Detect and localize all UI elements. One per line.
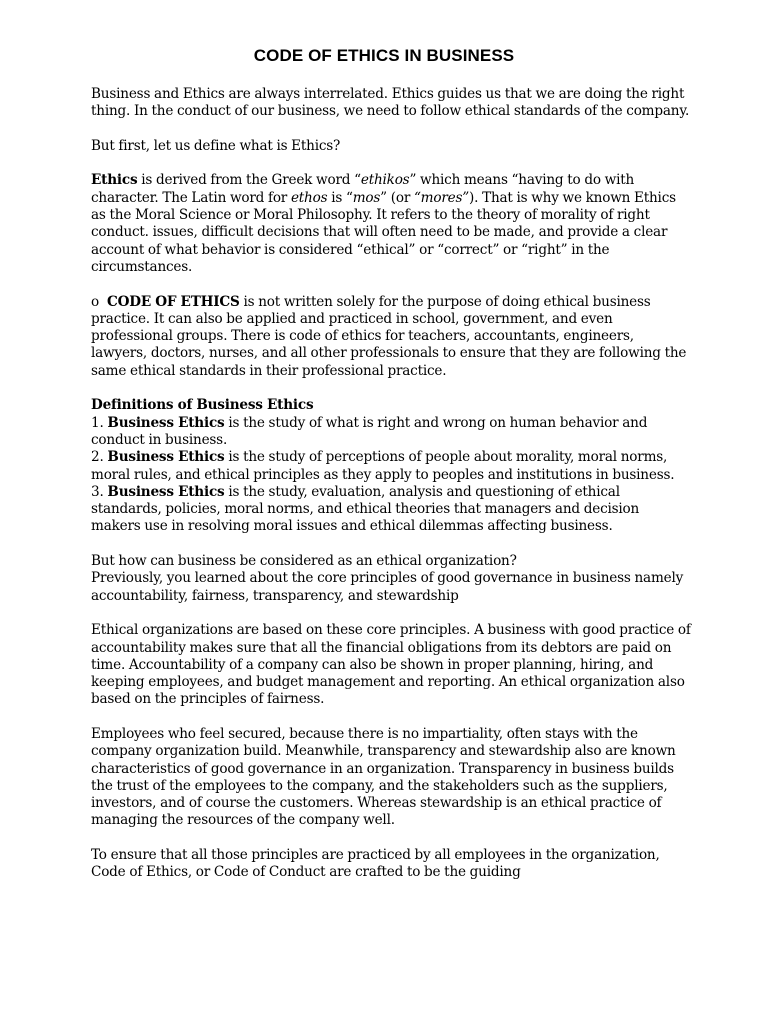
definition-number: 2. bbox=[91, 449, 108, 466]
ethical-organizations-paragraph: Ethical organizations are based on these core principles. A business with good practice of accountability makes sure that all the financial obligations from its debtors are paid on time. Accountability of a company can also be shown in proper planning, hiring, and keeping employees, and budget management and reporting. An ethical organization also based on the principles of fairness. bbox=[91, 622, 691, 708]
ethics-text-3: is “ bbox=[327, 189, 353, 206]
code-of-ethics-paragraph bbox=[91, 294, 691, 380]
definition-term: Business Ethics bbox=[107, 483, 225, 500]
ethos-word: ethos bbox=[290, 189, 328, 206]
definition-item-1 bbox=[91, 415, 691, 450]
definition-number: 3. bbox=[91, 483, 108, 500]
definition-text: is the study of what is right and wrong on human behavior and conduct in business. bbox=[91, 414, 648, 448]
definition-item-3 bbox=[91, 484, 691, 536]
ethical-organization-question: But how can business be considered as an ethical organization? bbox=[91, 553, 517, 570]
definition-term: Business Ethics bbox=[107, 449, 225, 466]
definitions-heading: Definitions of Business Ethics bbox=[91, 397, 314, 414]
ethics-term: Ethics bbox=[91, 172, 138, 189]
ethikos-word: ethikos bbox=[360, 172, 410, 189]
code-of-ethics-text: is not written solely for the purpose of doing ethical business practice. It can also be applied and practiced in school, government, and even professional groups. There is code of ethics for teachers, accountants, engineers, lawyers, doctors, nurses, and all other professionals to ensure that they are following the same ethical standards in their professional practice. bbox=[91, 293, 687, 379]
definition-item-2 bbox=[91, 449, 691, 484]
ethics-text-5: ). That is why we known Ethics as the Moral Science or Moral Philosophy. It refers to the theory of morality of right conduct. issues, difficult decisions that will often need to be made, and provide a clear account of what behavior is considered “ethical” or “correct” or “right” in the circumstances. bbox=[91, 189, 676, 275]
ethics-text-1: is derived from the Greek word “ bbox=[137, 172, 361, 189]
intro-paragraph: Business and Ethics are always interrelated. Ethics guides us that we are doing the right thing. In the conduct of our business, we need to follow ethical standards of the company. bbox=[91, 86, 690, 120]
mores-word: “mores” bbox=[413, 189, 470, 206]
employees-paragraph: Employees who feel secured, because there is no impartiality, often stays with the company organization build. Meanwhile, transparency and stewardship also are known characteristics of good governance in an organization. Transparency in business builds the trust of the employees to the company, and the stakeholders such as the suppliers, investors, and of course the customers. Whereas stewardship is an ethical practice of managing the resources of the company well. bbox=[91, 725, 676, 829]
definition-text: is the study, evaluation, analysis and questioning of ethical standards, policies, moral norms, and ethical theories that managers and decision makers use in resolving moral issues and ethical dilemmas affecting business. bbox=[91, 483, 640, 535]
bullet-marker: o bbox=[91, 293, 99, 310]
code-of-ethics-term: CODE OF ETHICS bbox=[106, 293, 240, 310]
previously-paragraph: Previously, you learned about the core principles of good governance in business namely accountability, fairness, transparency, and stewardship bbox=[91, 570, 684, 604]
definition-term: Business Ethics bbox=[107, 414, 225, 431]
mos-word: mos bbox=[352, 189, 381, 206]
document-title: CODE OF ETHICS IN BUSINESS bbox=[253, 46, 515, 65]
ethics-question: But first, let us define what is Ethics? bbox=[91, 137, 341, 154]
ethics-text-4: ” (or bbox=[380, 189, 414, 206]
definition-text: is the study of perceptions of people about morality, moral norms, moral rules, and ethical principles as they apply to peoples and institutions in business. bbox=[91, 449, 675, 483]
definition-number: 1. bbox=[91, 414, 108, 431]
ethics-text-2: ” which means “having to do with character. The Latin word for bbox=[91, 172, 635, 206]
document-body bbox=[91, 86, 691, 899]
ensure-paragraph: To ensure that all those principles are practiced by all employees in the organization, Code of Ethics, or Code of Conduct are crafted to be the guiding bbox=[91, 847, 660, 881]
ethics-definition-paragraph bbox=[91, 172, 691, 276]
